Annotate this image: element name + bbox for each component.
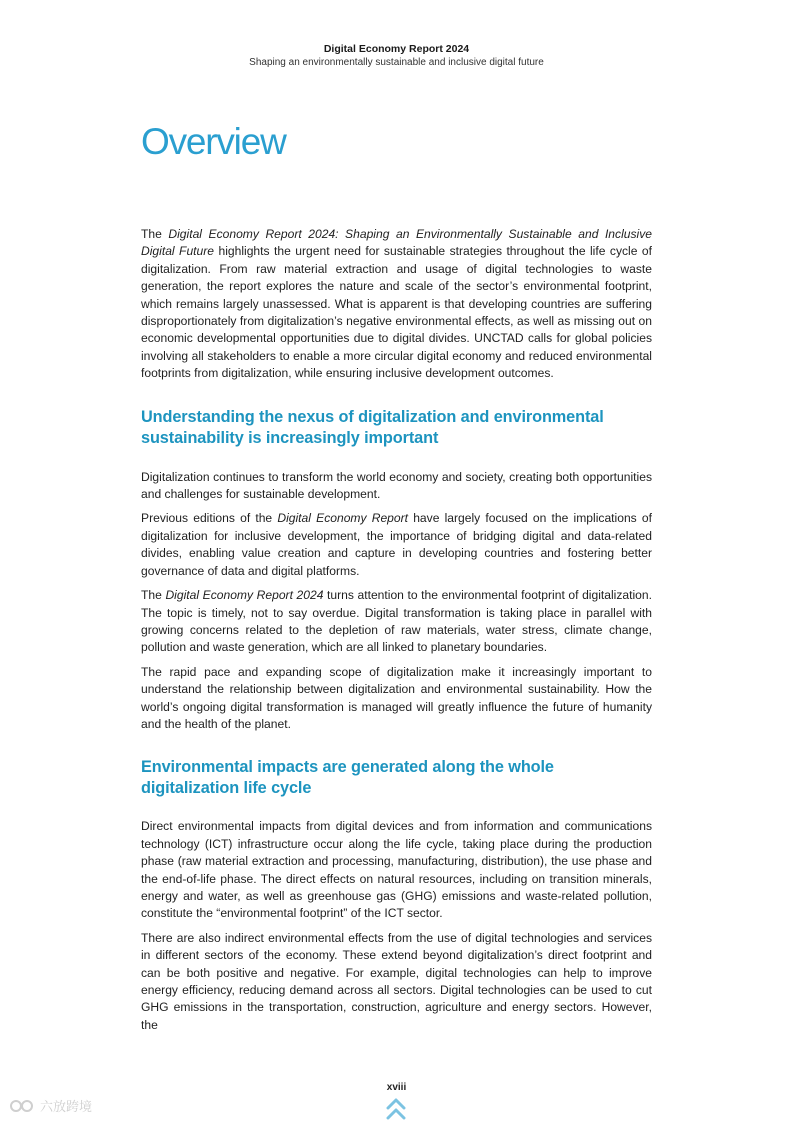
report-subtitle: Shaping an environmentally sustainable and inclusive digital future <box>249 57 544 68</box>
paragraph: The Digital Economy Report 2024 turns attention to the environmental footprint of digitalization. The topic is timely, not to say overdue. Digital transformation is taking place in parallel with growing concerns related to the depletion of raw materials, water stress, climate change, pollution and waste generation, which are all linked to planetary boundaries. <box>141 588 652 655</box>
paragraph: The rapid pace and expanding scope of digitalization make it increasingly important to understand the relationship between digitalization and environmental sustainability. How the world’s ongoing digital transformation is managed will greatly influence the future of humanity and the health of the planet. <box>141 664 652 731</box>
report-title-italic: Digital Economy Report 2024: Shaping an Environmentally Sustainable and Inclusive Digital Future <box>141 227 652 259</box>
paragraph: Previous editions of the Digital Economy Report have largely focused on the implications of digitalization for inclusive development, the importance of bridging digital and data-related divides, enabling value creation and capture in developing countries and fostering better governance of data and digital platforms. <box>141 511 652 578</box>
section-heading-impacts: Environmental impacts are generated along the whole digitalization life cycle <box>141 758 554 798</box>
main-content <box>141 226 652 1041</box>
chevron-up-icon <box>386 1098 406 1122</box>
report-title: Digital Economy Report 2024 <box>323 43 470 55</box>
intro-paragraph: The Digital Economy Report 2024: Shaping an Environmentally Sustainable and Inclusive Digital Future highlights the urgent need for sustainable strategies throughout the life cycle of digitalization. From raw material extraction and usage of digital technologies to waste generation, the report explores the nature and scale of the sector’s environmental footprint, which remains largely unassessed. What is apparent is that developing countries are suffering disproportionately from digitalization’s negative environmental effects, as well as missing out on economic developmental opportunities due to digital divides. UNCTAD calls for global policies involving all stakeholders to enable a more circular digital economy and reduced environmental footprints from digitalization, while ensuring inclusive development outcomes. <box>141 227 652 381</box>
page-number: xviii <box>386 1082 407 1093</box>
paragraph: There are also indirect environmental effects from the use of digital technologies and services in different sectors of the economy. These extend beyond digitalization’s direct footprint and can be both positive and negative. For example, digital technologies can help to improve energy efficiency, reducing demand across all sectors. Digital technologies can be used to cut GHG emissions in the transportation, construction, agriculture and energy sectors. However, the <box>141 930 652 1032</box>
page-title: Overview <box>141 121 286 162</box>
section-heading-nexus: Understanding the nexus of digitalization and environmental sustainability is increasingly important <box>141 407 604 447</box>
watermark-text: 六放跨境 <box>40 1099 93 1114</box>
running-header <box>0 42 793 70</box>
watermark <box>8 1096 92 1115</box>
paragraph: Digitalization continues to transform the world economy and society, creating both opportunities and challenges for sustainable development. <box>141 469 652 502</box>
paragraph: Direct environmental impacts from digital devices and from information and communications technology (ICT) infrastructure occur along the life cycle, taking place during the production phase (raw material extraction and processing, manufacturing, distribution), the use phase and the end-of-life phase. The direct effects on natural resources, including on transition minerals, energy and water, as well as greenhouse gas (GHG) emissions and waste-related pollution, constitute the “environmental footprint” of the ICT sector. <box>141 819 652 921</box>
watermark-logo-icon <box>8 1098 36 1114</box>
